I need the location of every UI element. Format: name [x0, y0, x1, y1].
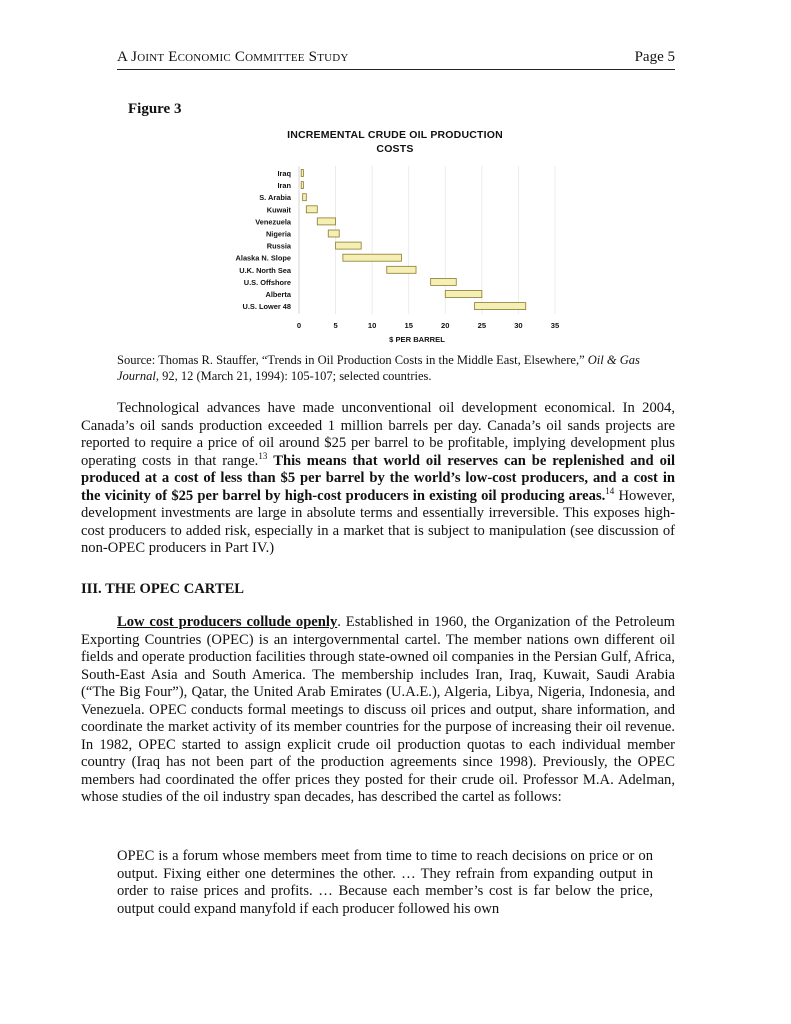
- footnote-14: 14: [605, 485, 615, 496]
- para1-text-b: However, development investments are large in absolute terms and essentially irreversible. This exposes high-cost producers to added risk, especially in a market that is subject to manipulation (see discussion of non-OPEC producers in Part IV.): [81, 487, 675, 556]
- para1-bold-statement: This means that world oil reserves can be replenished and oil produced at a cost of less than $5 per barrel by the world’s low-cost producers, and a cost in the vicinity of $25 per barrel by high-cost producers in existing oil producing areas.: [81, 452, 676, 504]
- x-tick-label: 0: [296, 321, 302, 330]
- cost-range-bar: [301, 170, 303, 177]
- cost-range-bar: [317, 218, 335, 225]
- category-label: Alberta: [265, 290, 291, 299]
- category-label: Venezuela: [255, 217, 291, 227]
- category-label: U.K. North Sea: [239, 265, 291, 275]
- figure-source: [117, 352, 677, 384]
- cost-range-bar: [445, 291, 482, 298]
- block-quote: OPEC is a forum whose members meet from time to time to reach decisions on price or on output. Fixing either one determines the other. … They refrain from expanding output in order to raise prices and profits. … Because each member’s cost is far below the price, output could expand manyfold if each producer followed his own: [117, 848, 653, 917]
- cost-range-bar: [328, 230, 339, 237]
- x-tick-label: 30: [514, 321, 523, 330]
- cost-range-bar: [343, 254, 402, 261]
- cost-range-bar: [306, 206, 317, 213]
- cost-range-bar: [303, 194, 307, 201]
- category-label: Iran: [277, 181, 291, 191]
- category-label: Russia: [266, 241, 291, 251]
- x-axis-label: $ PER BARREL: [389, 335, 445, 344]
- x-tick-label: 25: [477, 321, 487, 330]
- x-tick-label: 15: [404, 321, 413, 330]
- cost-range-chart: [215, 160, 575, 350]
- para1-text-a: Technological advances have made unconventional oil development economical. In 2004, Canada’s oil sands production exceeded 1 million barrels per day. Canada’s oil sands projects are reported to require a price of oil around $25 per barrel to be profitable, implying development plus operating costs in that range.: [81, 400, 675, 469]
- category-label: U.S. Lower 48: [242, 302, 291, 312]
- category-label: Kuwait: [266, 205, 291, 215]
- source-journal: Oil & Gas Journal: [117, 353, 640, 383]
- para2-text: . Established in 1960, the Organization of the Petroleum Exporting Countries (OPEC) is an intergovernmental cartel. The member nations own different oil fields and operate production facilities through state-owned oil companies in the Persian Gulf, Africa, South-East Asia and South America. The membership includes Iran, Iraq, Kuwait, Saudi Arabia (“The Big Four”), Qatar, the United Arab Emirates (U.A.E.), Algeria, Libya, Nigeria, Indonesia, and Venezuela. OPEC conducts formal meetings to discuss oil prices and output, share information, and coordinate the market activity of its member countries for the purpose of increasing their oil revenue. In 1982, OPEC started to assign explicit crude oil production quotas to each individual member country (Iraq has not been part of the production agreements since 1998). Previously, the OPEC members had coordinated the offer prices they posted for their crude oil. Professor M.A. Adelman, whose studies of the oil industry span decades, has described the cartel as follows:: [81, 614, 675, 805]
- category-label: S. Arabia: [259, 193, 291, 203]
- chart-title-line1: INCREMENTAL CRUDE OIL PRODUCTION: [287, 129, 503, 141]
- cost-range-bar: [301, 182, 303, 189]
- chart-title-line2: COSTS: [376, 143, 414, 155]
- cost-range-bar: [431, 278, 457, 285]
- category-label: Alaska N. Slope: [235, 253, 291, 263]
- x-tick-label: 35: [550, 321, 560, 330]
- page-number: Page 5: [634, 49, 675, 65]
- para2-lead: Low cost producers collude openly: [117, 614, 338, 630]
- x-tick-label: 5: [333, 321, 338, 330]
- figure-label: Figure 3: [128, 101, 182, 117]
- paragraph-oil-sands: [81, 400, 675, 558]
- x-tick-label: 20: [441, 321, 450, 330]
- category-label: Iraq: [277, 169, 291, 178]
- paragraph-opec: [81, 614, 675, 807]
- source-suffix: , 92, 12 (March 21, 1994): 105-107; selected countries.: [155, 369, 432, 383]
- chart-title: [250, 128, 540, 156]
- cost-range-bar: [336, 242, 362, 249]
- category-label: Nigeria: [265, 229, 291, 239]
- section-heading: III. THE OPEC CARTEL: [81, 581, 245, 597]
- cost-range-bar: [475, 303, 526, 310]
- source-prefix: Source: Thomas R. Stauffer, “Trends in Oil Production Costs in the Middle East, Elsewhere,”: [117, 353, 588, 367]
- x-tick-label: 10: [367, 321, 377, 330]
- footnote-13: 13: [258, 450, 268, 461]
- category-label: U.S. Offshore: [243, 277, 291, 287]
- header-title: A Joint Economic Committee Study: [117, 49, 349, 65]
- page-header: [117, 47, 675, 70]
- plot-area: [299, 166, 555, 314]
- cost-range-bar: [387, 266, 416, 273]
